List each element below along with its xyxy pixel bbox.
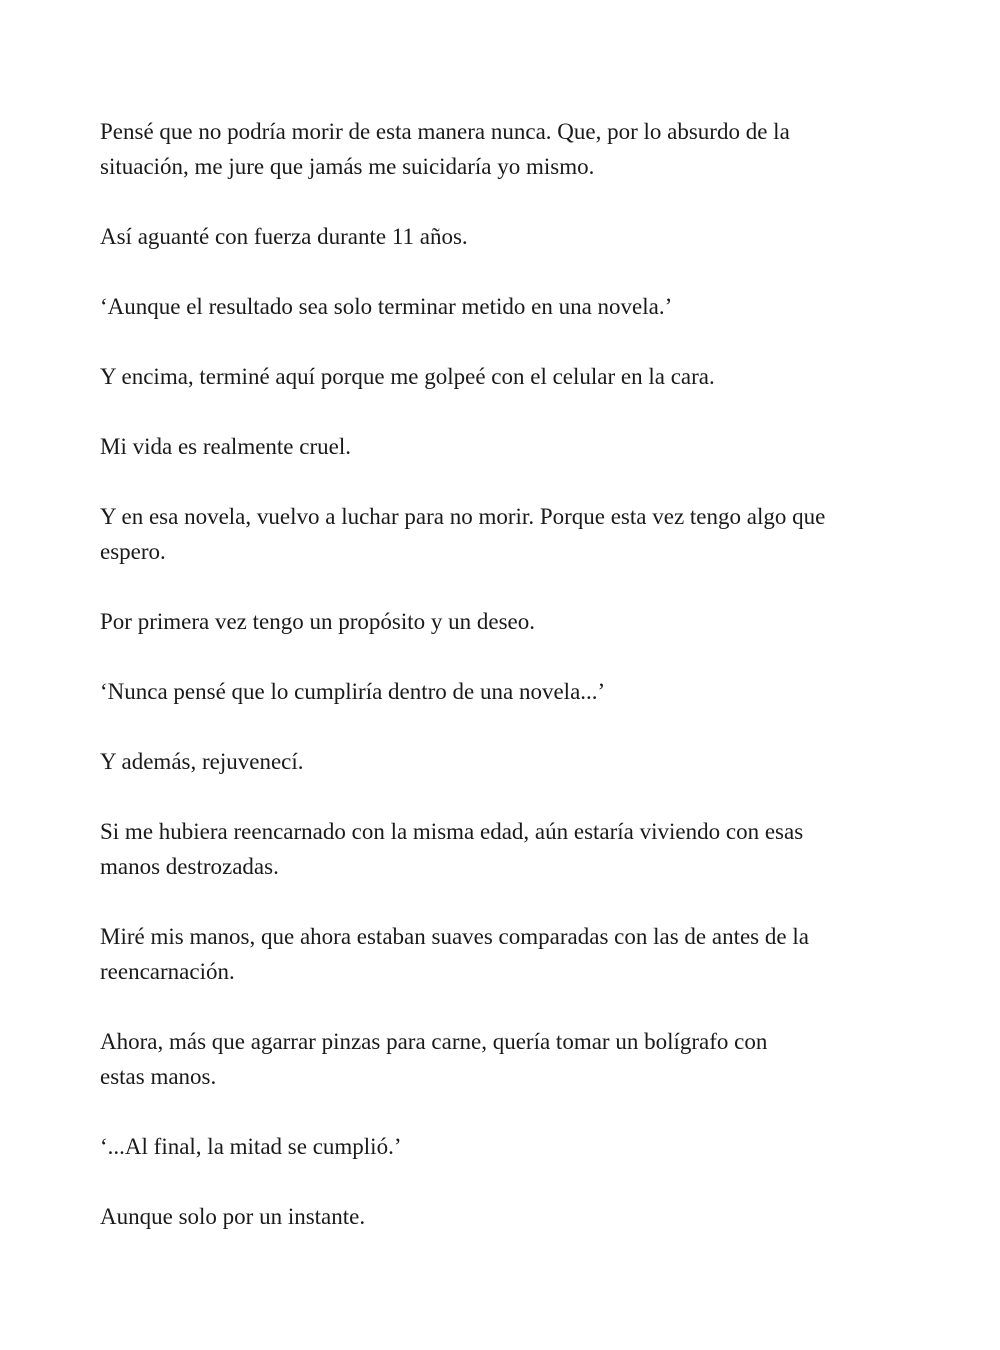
text-line: Y además, rejuvenecí. — [100, 749, 304, 774]
text-line: situación, me jure que jamás me suicidaría yo mismo. — [100, 154, 595, 179]
paragraph — [100, 744, 920, 779]
text-line: Pensé que no podría morir de esta manera nunca. Que, por lo absurdo de la — [100, 119, 790, 144]
text-line: Ahora, más que agarrar pinzas para carne, quería tomar un bolígrafo con — [100, 1029, 768, 1054]
text-line: Así aguanté con fuerza durante 11 años. — [100, 224, 468, 249]
paragraph — [100, 114, 920, 184]
paragraph — [100, 1199, 920, 1234]
document-body — [100, 114, 920, 1269]
text-line: reencarnación. — [100, 959, 235, 984]
text-line: ‘Nunca pensé que lo cumpliría dentro de una novela...’ — [100, 679, 606, 704]
paragraph — [100, 919, 920, 989]
paragraph — [100, 674, 920, 709]
text-line: Y en esa novela, vuelvo a luchar para no morir. Porque esta vez tengo algo que — [100, 504, 826, 529]
paragraph — [100, 604, 920, 639]
text-line: estas manos. — [100, 1064, 217, 1089]
text-line: Si me hubiera reencarnado con la misma edad, aún estaría viviendo con esas — [100, 819, 804, 844]
text-line: Aunque solo por un instante. — [100, 1204, 366, 1229]
text-line: manos destrozadas. — [100, 854, 279, 879]
text-line: Miré mis manos, que ahora estaban suaves comparadas con las de antes de la — [100, 924, 809, 949]
paragraph — [100, 814, 920, 884]
paragraph — [100, 1129, 920, 1164]
paragraph — [100, 359, 920, 394]
paragraph — [100, 1024, 920, 1094]
paragraph — [100, 289, 920, 324]
text-line: Y encima, terminé aquí porque me golpeé con el celular en la cara. — [100, 364, 715, 389]
text-line: Por primera vez tengo un propósito y un deseo. — [100, 609, 535, 634]
paragraph — [100, 429, 920, 464]
text-line: espero. — [100, 539, 166, 564]
text-line: Mi vida es realmente cruel. — [100, 434, 351, 459]
paragraph — [100, 499, 920, 569]
text-line: ‘...Al final, la mitad se cumplió.’ — [100, 1134, 402, 1159]
paragraph — [100, 219, 920, 254]
text-line: ‘Aunque el resultado sea solo terminar metido en una novela.’ — [100, 294, 673, 319]
